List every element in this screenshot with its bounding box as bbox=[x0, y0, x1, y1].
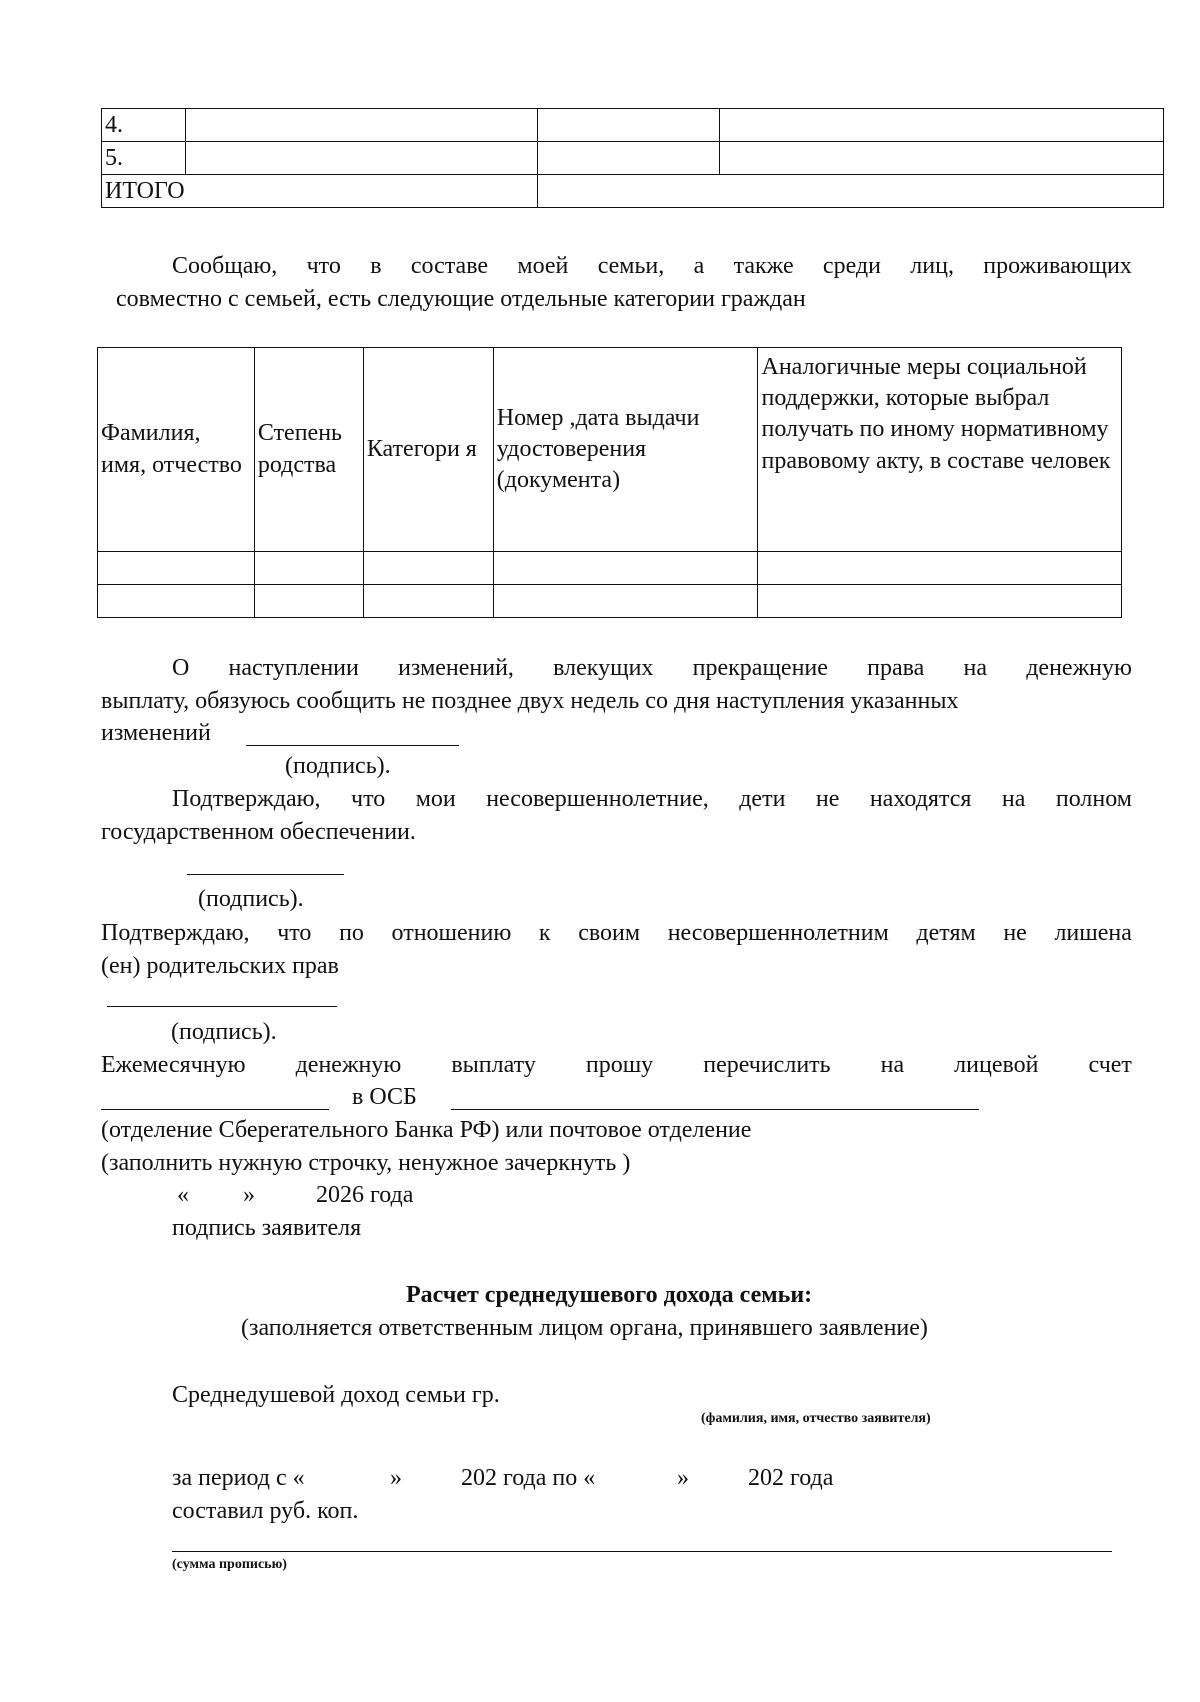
custody-signature-line[interactable] bbox=[187, 874, 344, 875]
table-cell[interactable] bbox=[254, 552, 363, 585]
column-header-document: Номер ,дата выдачи удостоверения (документа) bbox=[493, 348, 758, 552]
calc-subtitle: (заполняется ответственным лицом органа, принявшего заявление) bbox=[241, 1315, 928, 1341]
applicant-signature-label: подпись заявителя bbox=[172, 1215, 362, 1241]
period-year-1: 202 года по « bbox=[461, 1465, 596, 1491]
table-cell[interactable] bbox=[493, 552, 758, 585]
column-header-support-measures: Аналогичные меры социальной поддержки, которые выбрал получать по иному нормативному правовому акту, в составе человек bbox=[758, 348, 1122, 552]
date-close-quote: » bbox=[243, 1182, 255, 1208]
period-from: за период с « bbox=[172, 1465, 305, 1491]
table-row bbox=[98, 585, 1122, 618]
period-year-2: 202 года bbox=[748, 1465, 834, 1491]
total-label: ИТОГО bbox=[102, 175, 538, 208]
table-cell[interactable] bbox=[758, 585, 1122, 618]
table-header-row bbox=[98, 348, 1122, 552]
table-row bbox=[102, 142, 1164, 175]
rights-line2: (ен) родительских прав bbox=[101, 953, 339, 979]
sum-hint: (сумма прописью) bbox=[172, 1557, 287, 1572]
table-cell[interactable] bbox=[98, 552, 255, 585]
changes-line1: О наступлении изменений, влекущих прекращение права на денежную bbox=[172, 655, 1132, 681]
total-value-cell[interactable] bbox=[537, 175, 1163, 208]
calc-title: Расчет среднедушевого дохода семьи: bbox=[406, 1282, 813, 1308]
table-cell[interactable] bbox=[185, 142, 537, 175]
table-cell[interactable] bbox=[720, 142, 1164, 175]
custody-line2: государственном обеспечении. bbox=[101, 819, 416, 845]
table-cell[interactable] bbox=[720, 109, 1164, 142]
table-row bbox=[98, 552, 1122, 585]
column-header-category: Категори я bbox=[363, 348, 493, 552]
rights-line1: Подтверждаю, что по отношению к своим несовершеннолетним детям не лишена bbox=[101, 920, 1132, 946]
row-number: 4. bbox=[102, 109, 186, 142]
income-table bbox=[101, 108, 1164, 208]
custody-signature-label: (подпись). bbox=[198, 886, 304, 912]
changes-signature-line[interactable] bbox=[246, 745, 459, 746]
account-number-line[interactable] bbox=[101, 1109, 329, 1110]
categories-intro-line1: Сообщаю, что в составе моей семьи, а также среди лиц, проживающих bbox=[172, 253, 1132, 279]
payment-line3: (отделение Сбереrательного Банка РФ) или почтовое отделение bbox=[101, 1117, 752, 1143]
date-open-quote: « bbox=[177, 1182, 189, 1208]
amount-line: составил руб. коп. bbox=[172, 1498, 359, 1524]
categories-table bbox=[97, 347, 1122, 618]
column-header-kinship: Степень родства bbox=[254, 348, 363, 552]
custody-line1: Подтверждаю, что мои несовершеннолетние, дети не находятся на полном bbox=[172, 786, 1132, 812]
table-cell[interactable] bbox=[537, 109, 720, 142]
table-row bbox=[102, 109, 1164, 142]
payment-line4: (заполнить нужную строчку, ненужное зачеркнуть ) bbox=[101, 1150, 631, 1176]
rights-signature-line[interactable] bbox=[107, 1006, 337, 1007]
table-cell[interactable] bbox=[493, 585, 758, 618]
rights-signature-label: (подпись). bbox=[171, 1019, 277, 1045]
table-cell[interactable] bbox=[185, 109, 537, 142]
table-cell[interactable] bbox=[98, 585, 255, 618]
sum-in-words-line[interactable] bbox=[172, 1551, 1112, 1552]
payment-line1: Ежемесячную денежную выплату прошу перечислить на лицевой счет bbox=[101, 1052, 1132, 1078]
changes-line2: выплату, обязуюсь сообщить не позднее двух недель со дня наступления указанных bbox=[101, 688, 959, 714]
table-cell[interactable] bbox=[758, 552, 1122, 585]
period-quote-1: » bbox=[390, 1465, 402, 1491]
table-cell[interactable] bbox=[254, 585, 363, 618]
changes-line3: изменений bbox=[101, 720, 211, 746]
categories-intro-line2: совместно с семьей, есть следующие отдельные категории граждан bbox=[116, 286, 806, 312]
table-cell[interactable] bbox=[537, 142, 720, 175]
table-row-total bbox=[102, 175, 1164, 208]
table-cell[interactable] bbox=[363, 552, 493, 585]
changes-signature-label: (подпись). bbox=[285, 753, 391, 779]
table-cell[interactable] bbox=[363, 585, 493, 618]
income-label: Среднедушевой доход семьи гр. bbox=[172, 1382, 500, 1408]
osb-label: в ОСБ bbox=[352, 1084, 417, 1110]
osb-branch-line[interactable] bbox=[451, 1109, 979, 1110]
row-number: 5. bbox=[102, 142, 186, 175]
fio-hint: (фамилия, имя, отчество заявителя) bbox=[701, 1411, 931, 1426]
period-quote-2: » bbox=[677, 1465, 689, 1491]
date-year: 2026 года bbox=[316, 1182, 414, 1208]
column-header-fio: Фамилия, имя, отчество bbox=[98, 348, 255, 552]
